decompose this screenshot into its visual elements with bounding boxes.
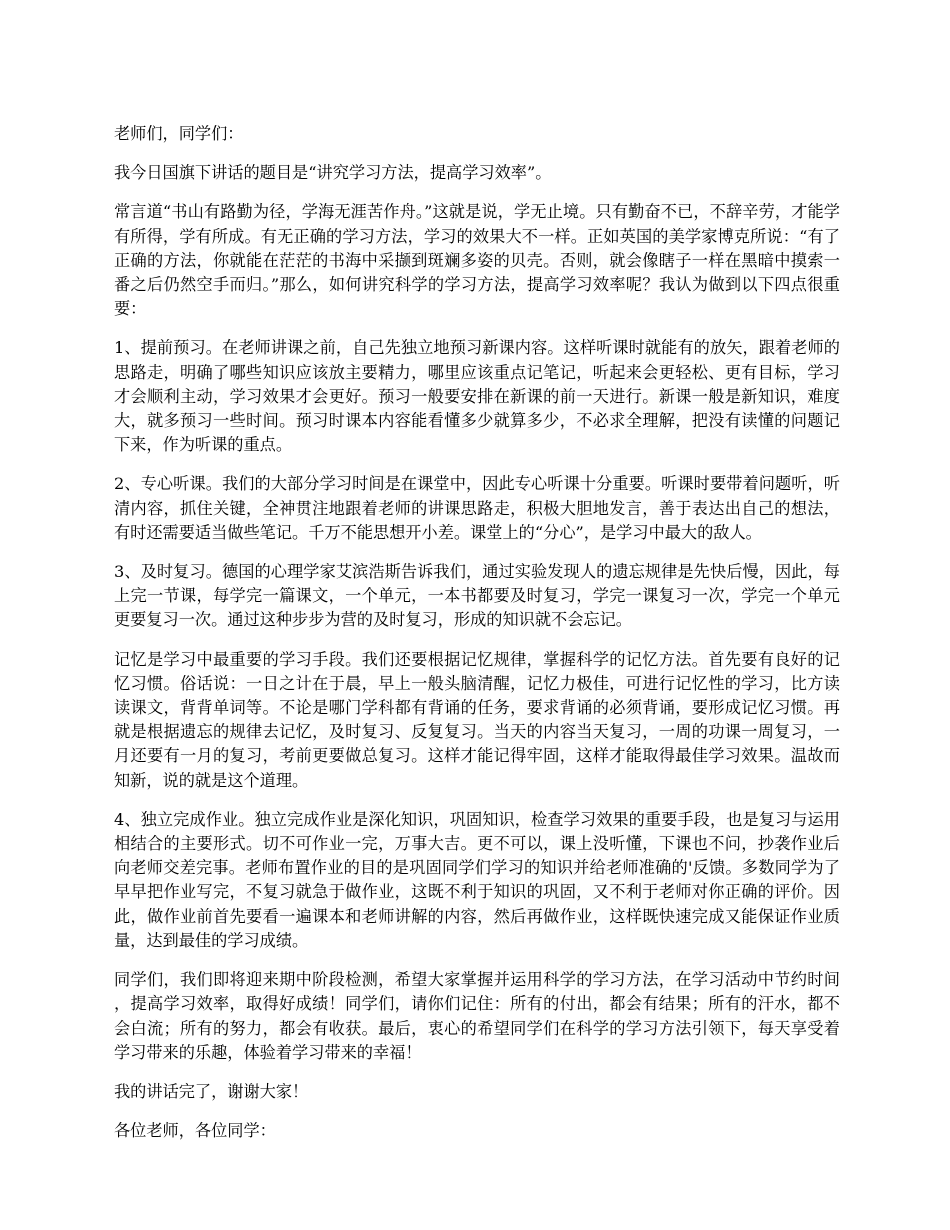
point-2-listen: 2、专心听课。我们的大部分学习时间是在课堂中，因此专心听课十分重要。听课时要带着问题听，听清内容，抓住关键，全神贯注地跟着老师的讲课思路走，积极大胆地发言，善于表达出自己的想法，有时还需要适当做些笔记。千万不能思想开小差。课堂上的“分心”，是学习中最大的敌人。 <box>114 474 840 542</box>
second-greeting: 各位老师，各位同学： <box>114 1121 276 1141</box>
document-body <box>114 122 840 1158</box>
point-3-review: 3、及时复习。德国的心理学家艾滨浩斯告诉我们，通过实验发现人的遗忘规律是先快后慢，因此，每上完一节课，每学完一篇课文，一个单元，一本书都要及时复习，学完一课复习一次，学完一个单元更要复习一次。通过这种步步为营的及时复习，形成的知识就不会忘记。 <box>114 562 840 630</box>
point-4-homework: 4、独立完成作业。独立完成作业是深化知识，巩固知识，检查学习效果的重要手段，也是复习与运用相结合的主要形式。切不可作业一完，万事大吉。更不可以，课上没听懂，下课也不问，抄袭作业后向老师交差完事。老师布置作业的目的是巩固同学们学习的知识并给老师准确的'反馈。多数同学为了早早把作业写完，不复习就急于做作业，这既不利于知识的巩固，又不利于老师对你正确的评价。因此，做作业前首先要看一遍课本和老师讲解的内容，然后再做作业，这样既快速完成又能保证作业质量，达到最佳的学习成绩。 <box>114 809 840 950</box>
intro-paragraph: 常言道“书山有路勤为径，学海无涯苦作舟。”这就是说，学无止境。只有勤奋不已，不辞辛劳，才能学有所得，学有所成。有无正确的学习方法，学习的效果大不一样。正如英国的美学家博克所说：“有了正确的方法，你就能在茫茫的书海中采撷到斑斓多姿的贝壳。否则，就会像瞎子一样在黑暗中摸索一番之后仍然空手而归。”那么，如何讲究科学的学习方法，提高学习效率呢？我认为做到以下四点很重要： <box>114 202 840 319</box>
closing-paragraph: 同学们，我们即将迎来期中阶段检测，希望大家掌握并运用科学的学习方法，在学习活动中节约时间，提高学习效率，取得好成绩！同学们，请你们记住：所有的付出，都会有结果；所有的汗水，都不会白流；所有的努力，都会有收获。最后，衷心的希望同学们在科学的学习方法引领下，每天享受着学习带来的乐趣，体验着学习带来的幸福！ <box>114 970 840 1062</box>
speech-topic: 我今日国旗下讲话的题目是“讲究学习方法，提高学习效率”。 <box>114 163 552 183</box>
memory-paragraph: 记忆是学习中最重要的学习手段。我们还要根据记忆规律，掌握科学的记忆方法。首先要有良好的记忆习惯。俗话说：一日之计在于晨，早上一般头脑清醒，记忆力极佳，可进行记忆性的学习，比方读读课文，背背单词等。不论是哪门学科都有背诵的任务，要求背诵的必须背诵，要形成记忆习惯。再就是根据遗忘的规律去记忆，及时复习、反复复习。当天的内容当天复习，一周的功课一周复习，一月还要有一月的复习，考前更要做总复习。这样才能记得牢固，这样才能取得最佳学习效果。温故而知新，说的就是这个道理。 <box>114 649 840 790</box>
point-1-preview: 1、提前预习。在老师讲课之前，自己先独立地预习新课内容。这样听课时就能有的放矢，跟着老师的思路走，明确了哪些知识应该放主要精力，哪里应该重点记笔记，听起来会更轻松、更有目标，学习才会顺利主动，学习效果才会更好。预习一般要安排在新课的前一天进行。新课一般是新知识，难度大，就多预习一些时间。预习时课本内容能看懂多少就算多少，不必求全理解，把没有读懂的问题记下来，作为听课的重点。 <box>114 338 840 455</box>
greeting: 老师们，同学们： <box>114 124 244 143</box>
thanks-line: 我的讲话完了，谢谢大家！ <box>114 1081 309 1101</box>
